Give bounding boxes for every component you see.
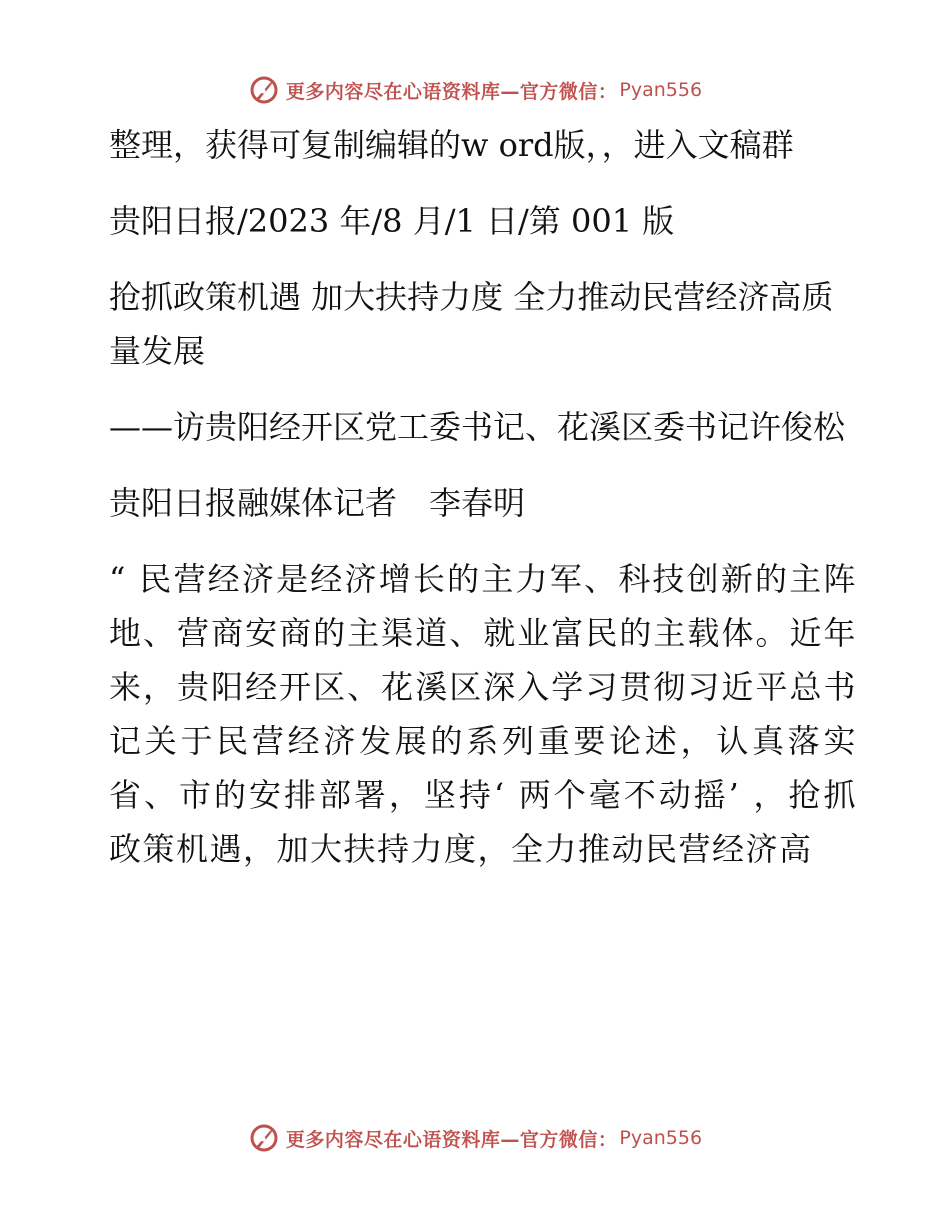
watermark-text: 更多内容尽在心语资料库—官方微信： (285, 1128, 618, 1151)
watermark-wechat-id: Pyan556 (619, 1127, 703, 1149)
byline: 贵阳日报融媒体记者 李春明 (109, 484, 526, 522)
quill-pen-circle-icon (248, 1122, 280, 1154)
watermark-header (0, 70, 950, 110)
body-paragraph: “ 民营经济是经济增长的主力军、科技创新的主阵地、营商安商的主渠道、就业富民的主载体。近年来，贵阳经开区、花溪区深入学习贯彻习近平总书记关于民营经济发展的系列重要论述，认真落实省、市的安排部署，坚持‘ 两个毫不动摇’ ，抢抓政策机遇，加大扶持力度，全力推动民营经济高 (109, 560, 857, 868)
watermark-wechat-id: Pyan556 (619, 79, 703, 101)
quill-pen-circle-icon (248, 74, 280, 106)
watermark-text: 更多内容尽在心语资料库—官方微信： (285, 80, 618, 103)
headline: 抢抓政策机遇 加大扶持力度 全力推动民营经济高质量发展 (109, 278, 834, 370)
document-body (97, 118, 857, 876)
intro-line: 整理，获得可复制编辑的w ord版，，进入文稿群 (109, 126, 794, 164)
dateline: 贵阳日报/2023 年/8 月/1 日/第 001 版 (109, 202, 675, 240)
watermark-footer (0, 1118, 950, 1158)
subheadline: ——访贵阳经开区党工委书记、花溪区委书记许俊松 (109, 408, 846, 446)
